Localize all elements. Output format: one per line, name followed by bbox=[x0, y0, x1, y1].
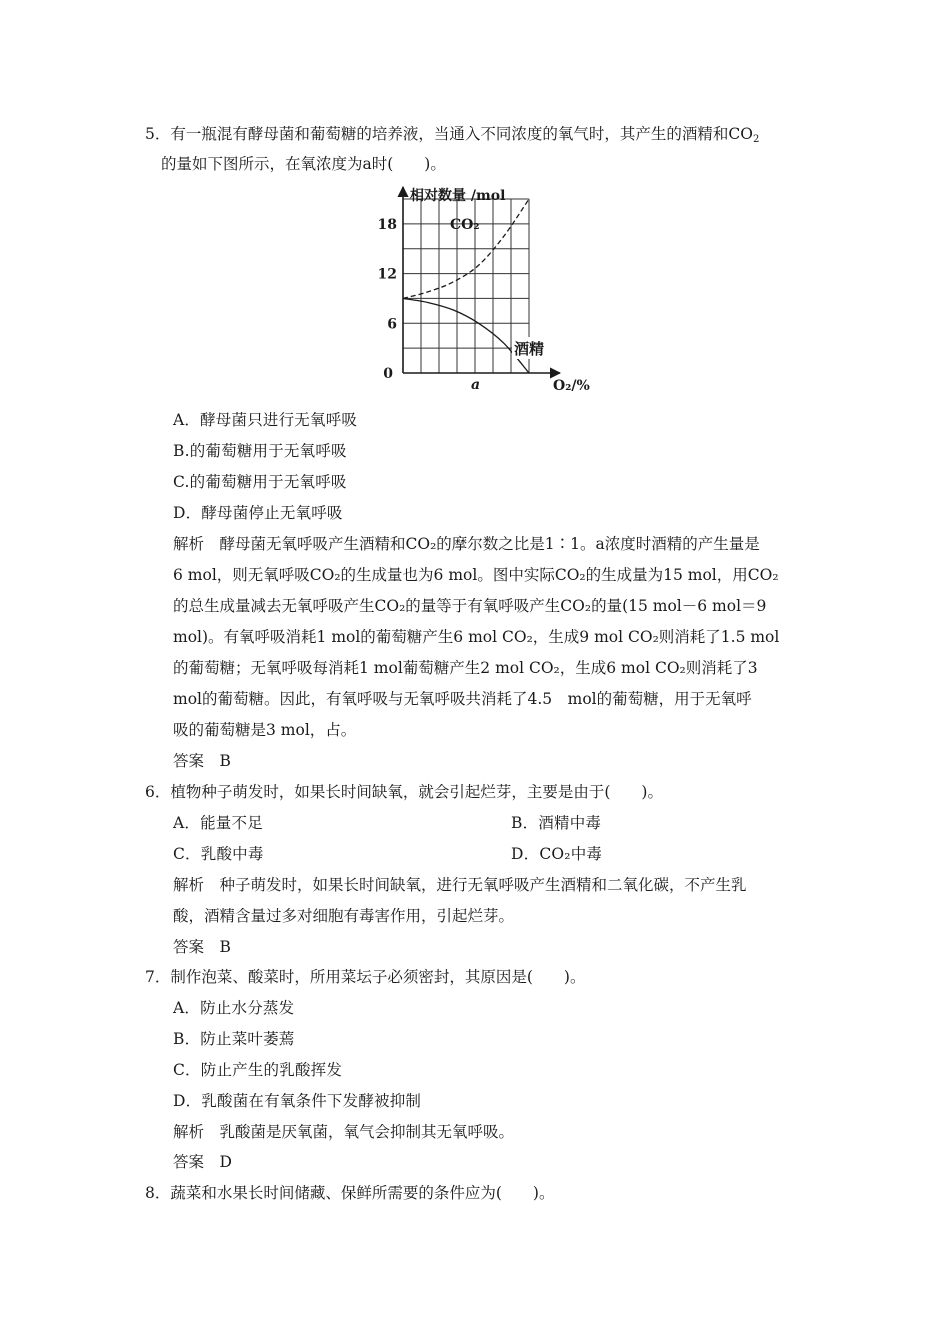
q7-stem-text: 制作泡菜、酸菜时，所用菜坛子必须密封，其原因是( )。 bbox=[170, 968, 586, 986]
q6-stem-text: 植物种子萌发时，如果长时间缺氧，就会引起烂芽，主要是由于( )。 bbox=[170, 783, 663, 801]
q7-analysis-label: 解析 bbox=[173, 1123, 205, 1141]
q5-analysis-line-2: 6 mol，则无氧呼吸CO₂的生成量也为6 mol。图中实际CO₂的生成量为15 mol，用CO₂ bbox=[173, 566, 779, 584]
x-axis-label: O₂/% bbox=[553, 378, 590, 394]
q7-option-c: C．防止产生的乳酸挥发 bbox=[173, 1061, 343, 1079]
q5-option-c: C.的葡萄糖用于无氧呼吸 bbox=[173, 473, 347, 491]
q5-analysis-line-5: 的葡萄糖；无氧呼吸每消耗1 mol葡萄糖产生2 mol CO₂，生成6 mol CO₂则消耗了3 bbox=[173, 659, 758, 677]
q5-analysis-line-6: mol的葡萄糖。因此，有氧呼吸与无氧呼吸共消耗了4.5 mol的葡萄糖，用于无氧呼 bbox=[173, 690, 752, 708]
q5-stem-line1 bbox=[145, 124, 759, 144]
y-tick-label-18: 18 bbox=[377, 216, 397, 233]
q5-analysis-line-3: 的总生成量减去无氧呼吸产生CO₂的量等于有氧呼吸产生CO₂的量(15 mol－6 mol＝9 bbox=[173, 597, 767, 615]
q6-option-c: C．乳酸中毒 bbox=[173, 845, 264, 863]
y-tick-label-12: 12 bbox=[377, 266, 397, 283]
q5-analysis-line-4: mol)。有氧呼吸消耗1 mol的葡萄糖产生6 mol CO₂，生成9 mol CO₂则消耗了1.5 mol bbox=[173, 628, 780, 646]
series-label-alcohol: 酒精 bbox=[514, 340, 545, 358]
y-tick-label-0: 0 bbox=[383, 366, 393, 382]
q5-stem-text: 有一瓶混有酵母菌和葡萄糖的培养液，当通入不同浓度的氧气时，其产生的酒精和CO bbox=[170, 125, 753, 143]
q6-stem bbox=[145, 782, 663, 802]
q5-stem-subscript: 2 bbox=[752, 134, 760, 145]
q5-answer-value: B bbox=[219, 752, 231, 770]
q6-option-a: A．能量不足 bbox=[173, 814, 263, 832]
q7-answer-value: D bbox=[219, 1153, 232, 1171]
q5-answer-label: 答案 bbox=[173, 752, 205, 770]
q7-answer bbox=[173, 1152, 232, 1172]
series-line-alcohol bbox=[403, 298, 529, 373]
q5-analysis-label: 解析 bbox=[173, 535, 205, 553]
q6-analysis-line-2: 酸，酒精含量过多对细胞有毒害作用，引起烂芽。 bbox=[173, 907, 515, 925]
q7-analysis-line-1 bbox=[173, 1122, 514, 1142]
q6-analysis-label: 解析 bbox=[173, 876, 205, 894]
chart-svg bbox=[355, 185, 595, 400]
q6-number: 6． bbox=[145, 783, 171, 801]
q6-answer-label: 答案 bbox=[173, 938, 205, 956]
q5-chart bbox=[355, 185, 595, 400]
q5-number: 5． bbox=[145, 125, 171, 143]
q7-option-d: D．乳酸菌在有氧条件下发酵被抑制 bbox=[173, 1092, 422, 1110]
q8-number: 8． bbox=[145, 1184, 171, 1202]
q5-option-d: D．酵母菌停止无氧呼吸 bbox=[173, 504, 343, 522]
q5-answer bbox=[173, 751, 231, 771]
q6-analysis-text-1: 种子萌发时，如果长时间缺氧，进行无氧呼吸产生酒精和二氧化碳，不产生乳 bbox=[219, 876, 747, 894]
y-axis-label: 相对数量 /mol bbox=[410, 188, 506, 204]
q6-answer-value: B bbox=[219, 938, 231, 956]
q7-stem bbox=[145, 967, 585, 987]
q5-option-a: A．酵母菌只进行无氧呼吸 bbox=[173, 411, 358, 429]
q5-stem-line2: 的量如下图所示，在氧浓度为a时( )。 bbox=[161, 155, 446, 173]
q5-analysis-text-1: 酵母菌无氧呼吸产生酒精和CO₂的摩尔数之比是1∶1。a浓度时酒精的产生量是 bbox=[219, 535, 760, 553]
q5-option-b: B.的葡萄糖用于无氧呼吸 bbox=[173, 442, 347, 460]
q7-analysis-text-1: 乳酸菌是厌氧菌，氧气会抑制其无氧呼吸。 bbox=[219, 1123, 515, 1141]
series-label-co2: CO₂ bbox=[450, 217, 480, 233]
q7-option-a: A．防止水分蒸发 bbox=[173, 999, 295, 1017]
q8-stem bbox=[145, 1183, 554, 1203]
q6-option-b: B．酒精中毒 bbox=[511, 814, 602, 832]
x-tick-label-a: a bbox=[471, 377, 481, 393]
q6-option-d: D．CO₂中毒 bbox=[511, 845, 603, 863]
q7-answer-label: 答案 bbox=[173, 1153, 205, 1171]
y-tick-label-6: 6 bbox=[387, 316, 397, 333]
q5-analysis-line-1 bbox=[173, 534, 760, 554]
q7-option-b: B．防止菜叶萎蔫 bbox=[173, 1030, 295, 1048]
q6-answer bbox=[173, 937, 231, 957]
q7-number: 7． bbox=[145, 968, 171, 986]
q8-stem-text: 蔬菜和水果长时间储藏、保鲜所需要的条件应为( )。 bbox=[170, 1184, 555, 1202]
q5-analysis-line-7: 吸的葡萄糖是3 mol，占。 bbox=[173, 721, 357, 739]
q6-analysis-line-1 bbox=[173, 875, 747, 895]
